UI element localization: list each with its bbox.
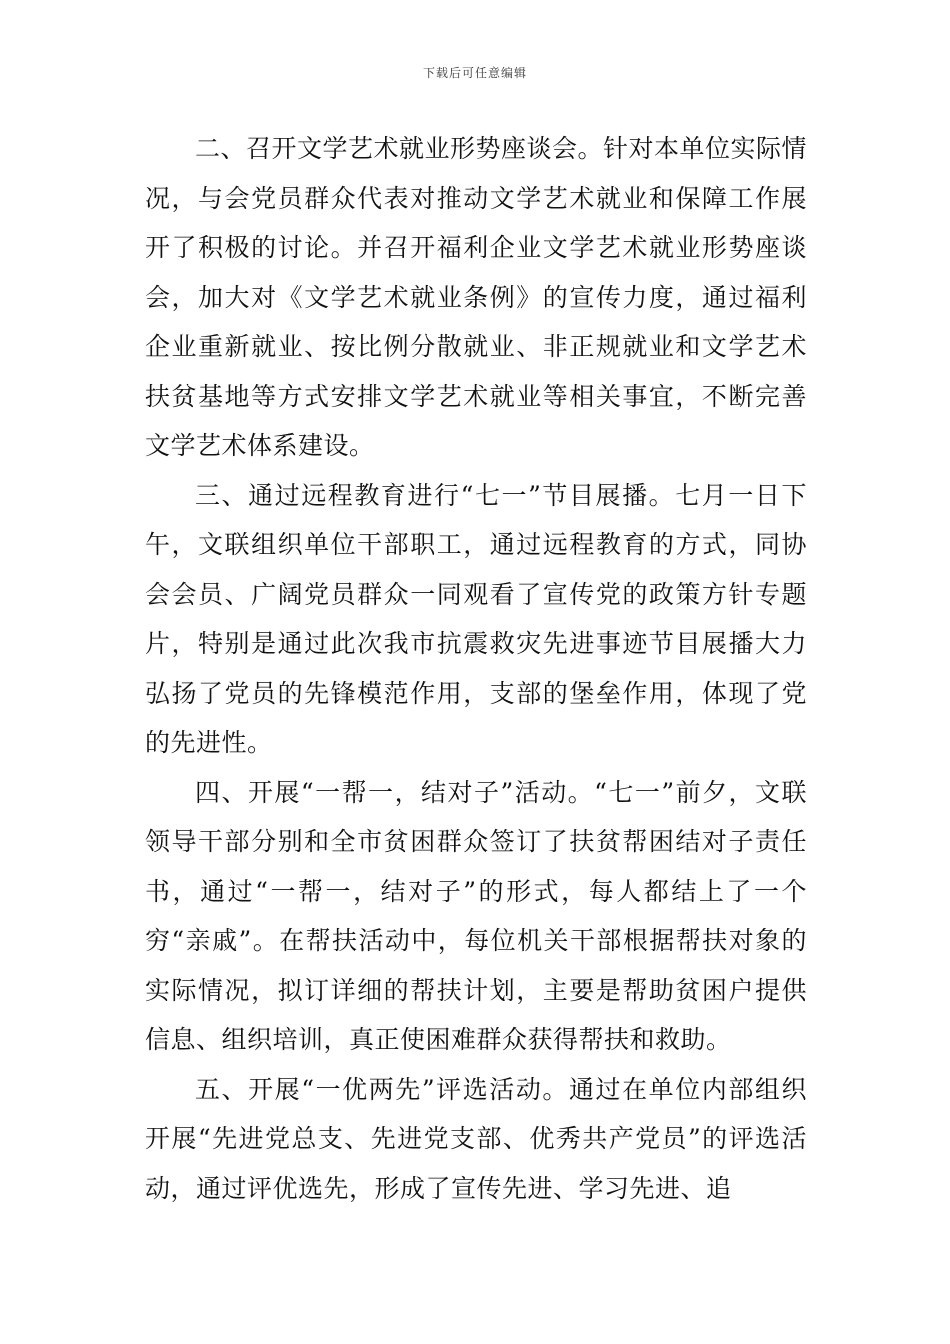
paragraph-4: 四、开展“一帮一，结对子”活动。“七一”前夕，文联领导干部分别和全市贫困群众签订了扶贫帮困结对子责任书，通过“一帮一，结对子”的形式，每人都结上了一个穷“亲戚”。在帮扶活动中，每位机关干部根据帮扶对象的实际情况，拟订详细的帮扶计划，主要是帮助贫困户提供信息、组织培训，真正使困难群众获得帮扶和救助。 — [145, 777, 807, 1054]
paragraph-2: 二、召开文学艺术就业形势座谈会。针对本单位实际情况，与会党员群众代表对推动文学艺术就业和保障工作展开了积极的讨论。并召开福利企业文学艺术就业形势座谈会，加大对《文学艺术就业条例》的宣传力度，通过福利企业重新就业、按比例分散就业、非正规就业和文学艺术扶贫基地等方式安排文学艺术就业等相关事宜，不断完善文学艺术体系建设。 — [145, 134, 808, 460]
paragraph-3: 三、通过远程教育进行“七一”节目展播。七月一日下午，文联组织单位干部职工，通过远程教育的方式，同协会会员、广阔党员群众一同观看了宣传党的政策方针专题片，特别是通过此次我市抗震救灾先进事迹节目展播大力弘扬了党员的先锋模范作用，支部的堡垒作用，体现了党的先进性。 — [145, 480, 807, 757]
page-header: 下载后可任意编辑 — [422, 66, 527, 80]
paragraph-5: 五、开展“一优两先”评选活动。通过在单位内部组织开展“先进党总支、先进党支部、优秀共产党员”的评选活动，通过评优选先，形成了宣传先进、学习先进、追 — [145, 1074, 807, 1203]
document-body — [145, 124, 807, 1213]
